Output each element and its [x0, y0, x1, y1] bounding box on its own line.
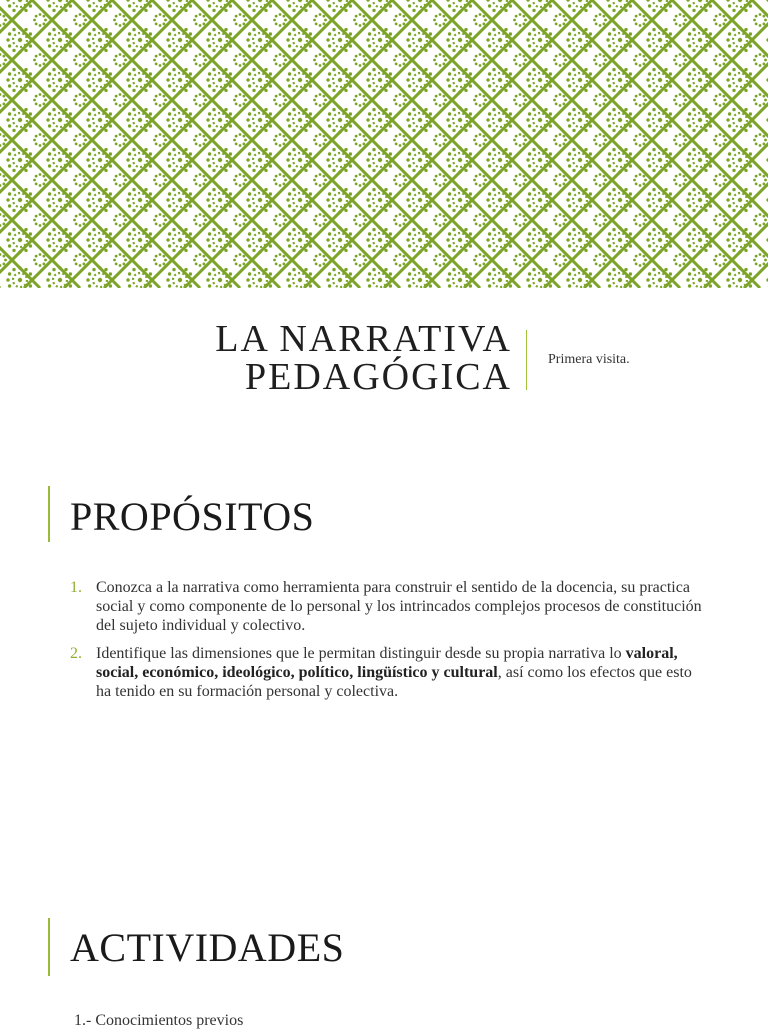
- purposes-heading: PROPÓSITOS: [70, 493, 314, 540]
- purpose-number: 1.: [70, 578, 82, 597]
- purposes-list: [70, 578, 710, 710]
- activities-accent-bar: [48, 918, 50, 976]
- activities-heading: ACTIVIDADES: [70, 924, 344, 971]
- purpose-text-start: Identifique las dimensiones que le permitan distinguir desde su propia narrativa lo: [96, 645, 626, 662]
- purpose-number: 2.: [70, 644, 82, 663]
- activity-item: 1.- Conocimientos previos: [74, 1012, 243, 1030]
- purpose-item: [70, 644, 710, 701]
- purpose-dimensions-bold: valoral, social, económico, ideológico, político, lingüístico y cultural: [96, 645, 678, 681]
- purpose-text-end: , así como los efectos que esto ha tenido en su formación personal y colectiva.: [96, 664, 692, 700]
- decorative-pattern-banner: [0, 0, 768, 288]
- title-line-1: LA NARRATIVA: [0, 320, 512, 358]
- document-subtitle: Primera visita.: [548, 352, 630, 368]
- lattice-pattern-icon: [0, 0, 768, 288]
- purposes-accent-bar: [48, 486, 50, 542]
- purpose-item: [70, 578, 710, 635]
- document-title: [0, 320, 512, 396]
- title-line-2: PEDAGÓGICA: [0, 358, 512, 396]
- purpose-text: Conozca a la narrativa como herramienta para construir el sentido de la docencia, su practica social y como componente de lo personal y los intrincados complejos procesos de constitución del sujeto individual y colectivo.: [96, 579, 702, 634]
- title-divider: [526, 330, 527, 390]
